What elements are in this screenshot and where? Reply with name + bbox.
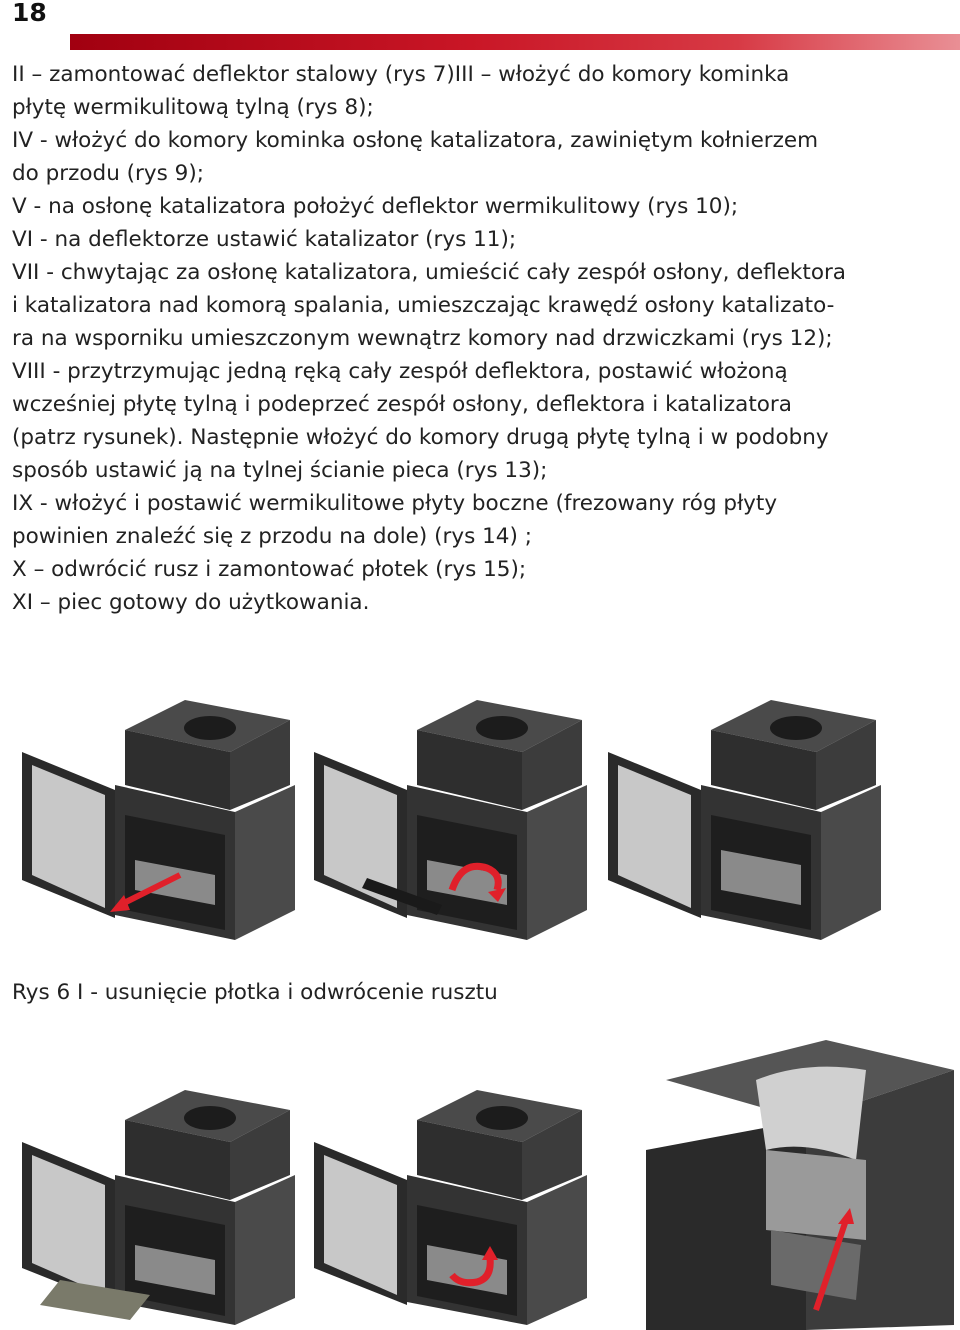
figure-row-2 bbox=[0, 1040, 960, 1330]
figure-caption: Rys 6 I - usunięcie płotka i odwrócenie rusztu bbox=[12, 980, 498, 1005]
page-number: 18 bbox=[0, 0, 72, 40]
instruction-line: X – odwrócić rusz i zamontować płotek (rys 15); bbox=[12, 557, 527, 582]
fireplace-illustration bbox=[20, 690, 310, 945]
fireplace-illustration bbox=[606, 690, 896, 945]
instruction-line: VI - na deflektorze ustawić katalizator (rys 11); bbox=[12, 227, 517, 252]
instruction-line: ra na wsporniku umieszczonym wewnątrz komory nad drzwiczkami (rys 12); bbox=[12, 326, 833, 351]
instruction-line: IX - włożyć i postawić wermikulitowe płyty boczne (frezowany róg płyty bbox=[12, 491, 778, 516]
fireplace-illustration bbox=[312, 1080, 602, 1330]
instruction-line: IV - włożyć do komory kominka osłonę katalizatora, zawiniętym kołnierzem bbox=[12, 128, 819, 153]
instruction-line: sposób ustawić ją na tylnej ścianie pieca (rys 13); bbox=[12, 458, 548, 483]
instruction-line: XI – piec gotowy do użytkowania. bbox=[12, 590, 370, 615]
instruction-line: wcześniej płytę tylną i podeprzeć zespół osłony, deflektora i katalizatora bbox=[12, 392, 792, 417]
header-bar bbox=[70, 34, 960, 50]
instruction-line: VIII - przytrzymując jedną ręką cały zespół deflektora, postawić włożoną bbox=[12, 359, 788, 384]
instructions-text bbox=[12, 58, 952, 619]
instruction-line: i katalizatora nad komorą spalania, umieszczając krawędź osłony katalizato- bbox=[12, 293, 835, 318]
instruction-line: do przodu (rys 9); bbox=[12, 161, 204, 186]
instruction-line: płytę wermikulitową tylną (rys 8); bbox=[12, 95, 374, 120]
fireplace-illustration bbox=[312, 690, 602, 945]
instruction-line: II – zamontować deflektor stalowy (rys 7)III – włożyć do komory kominka bbox=[12, 62, 790, 87]
fireplace-illustration bbox=[20, 1080, 310, 1330]
fireplace-illustration bbox=[606, 1040, 956, 1330]
figure-row-1 bbox=[0, 690, 960, 950]
instruction-line: (patrz rysunek). Następnie włożyć do komory drugą płytę tylną i w podobny bbox=[12, 425, 829, 450]
instruction-line: V - na osłonę katalizatora położyć deflektor wermikulitowy (rys 10); bbox=[12, 194, 739, 219]
instruction-line: powinien znaleźć się z przodu na dole) (rys 14) ; bbox=[12, 524, 532, 549]
instruction-line: VII - chwytając za osłonę katalizatora, umieścić cały zespół osłony, deflektora bbox=[12, 260, 846, 285]
